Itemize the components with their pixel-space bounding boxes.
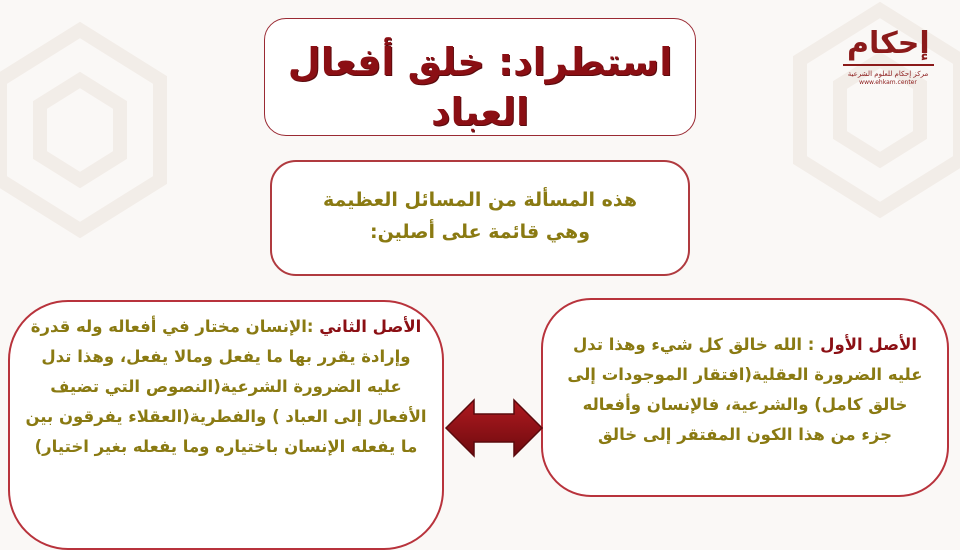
second-principle-body: :الإنسان مختار في أفعاله وله قدرة وإرادة يقرر بها ما يفعل ومالا يفعل، وهذا تدل عليه الضرورة الشرعية(النصوص التي تضيف الأفعال إلى العباد ) والفطرية(العقلاء يفرقون بين ما يفعله الإنسان باختياره وما يفعله بغير اختيار)	[25, 317, 427, 456]
logo-subtitle: مركز إحكام للعلوم الشرعية	[847, 70, 929, 78]
logo-mark: إحكام	[843, 24, 934, 66]
double-headed-arrow-icon	[444, 396, 544, 460]
logo-tagline: www.ehkam.center	[859, 79, 917, 86]
title-box	[264, 18, 696, 136]
title-line-2: العباد	[430, 90, 530, 134]
intro-text	[272, 184, 688, 248]
brand-logo	[843, 24, 933, 94]
first-principle-heading: الأصل الأول	[820, 335, 918, 354]
second-principle-text	[24, 312, 428, 462]
intro-box	[270, 160, 690, 276]
second-principle-box	[8, 300, 444, 550]
intro-line-2: وهي قائمة على أصلين:	[369, 221, 591, 243]
slide-title	[265, 37, 695, 137]
first-principle-text	[565, 330, 925, 450]
first-principle-body: : الله خالق كل شيء وهذا تدل عليه الضرورة العقلية(افتقار الموجودات إلى خالق كامل) والشرعية، فالإنسان وأفعاله جزء من هذا الكون المفتقر إلى خالق	[567, 335, 923, 444]
second-principle-heading: الأصل الثاني	[319, 317, 422, 336]
background-ornament-left	[0, 20, 200, 320]
first-principle-box	[541, 298, 949, 497]
title-line-1: استطراد: خلق أفعال	[287, 40, 673, 84]
intro-line-1: هذه المسألة من المسائل العظيمة	[322, 189, 638, 211]
